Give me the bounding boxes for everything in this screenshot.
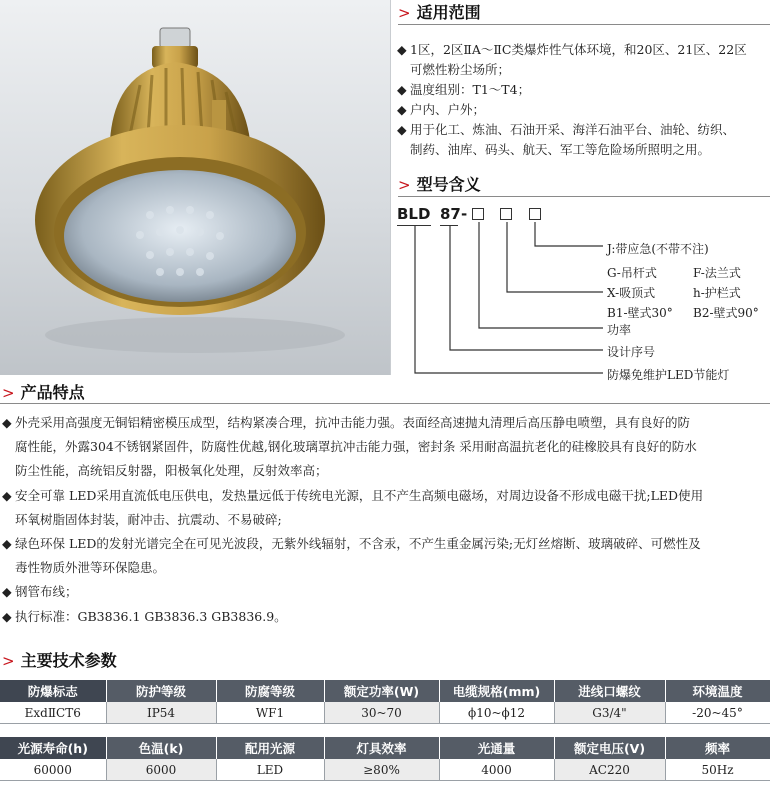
table-cell: AC220 bbox=[554, 759, 665, 781]
table-header-cell: 额定功率(W) bbox=[324, 680, 439, 702]
table-cell: ExdⅡCT6 bbox=[0, 702, 106, 724]
divider bbox=[398, 24, 770, 25]
table-cell: G3/4" bbox=[554, 702, 665, 724]
label-emergency: J:带应急(不带不注) bbox=[607, 242, 709, 256]
list-item: 毒性物质外泄等环保隐患。 bbox=[15, 560, 166, 576]
table-cell: ≥80% bbox=[324, 759, 439, 781]
model-number: 87 bbox=[440, 205, 461, 223]
table-header-row bbox=[0, 737, 770, 759]
table-cell: LED bbox=[216, 759, 324, 781]
features-list bbox=[2, 411, 703, 629]
table-header-cell: 防腐等级 bbox=[216, 680, 324, 702]
list-item: 制药、油库、码头、航天、军工等危险场所照明之用。 bbox=[410, 142, 711, 157]
label-flange: F-法兰式 bbox=[693, 266, 741, 280]
list-item: 腐性能，外露304不锈钢紧固件，防腐性优越,钢化玻璃罩抗冲击能力强，密封条 采用耐高温抗老化的硅橡胶具有良好的防水 bbox=[15, 439, 697, 455]
table-cell: 60000 bbox=[0, 759, 106, 781]
divider bbox=[0, 403, 770, 404]
table-header-cell: 光源寿命(h) bbox=[0, 737, 106, 759]
section-title-scope: > 适用范围 bbox=[398, 3, 481, 22]
table-cell: -20~45° bbox=[665, 702, 770, 724]
label-product-name: 防爆免维护LED节能灯 bbox=[607, 368, 730, 382]
table-header-row bbox=[0, 680, 770, 702]
table-row bbox=[0, 702, 770, 724]
section-title-model: > 型号含义 bbox=[398, 175, 481, 194]
table-header-cell: 电缆规格(mm) bbox=[439, 680, 554, 702]
table-cell: 50Hz bbox=[665, 759, 770, 781]
list-item: ◆ 用于化工、炼油、石油开采、海洋石油平台、油轮、纺织、 bbox=[397, 122, 736, 137]
label-pendant: G-吊杆式 bbox=[607, 266, 657, 280]
table-header-cell: 色温(k) bbox=[106, 737, 216, 759]
table-cell: IP54 bbox=[106, 702, 216, 724]
table-header-cell: 配用光源 bbox=[216, 737, 324, 759]
table-header-cell: 防护等级 bbox=[106, 680, 216, 702]
chevron-right-icon: > bbox=[398, 4, 411, 22]
table-header-cell: 防爆标志 bbox=[0, 680, 106, 702]
chevron-right-icon: > bbox=[398, 176, 411, 194]
list-item: 环氧树脂固体封装，耐冲击、抗震动、不易破碎; bbox=[15, 511, 282, 527]
list-item: ◆ 外壳采用高强度无铜铝精密模压成型，结构紧凑合理，抗冲击能力强。表面经高速抛丸清理后高压静电喷塑，具有良好的防 bbox=[2, 415, 691, 430]
explosion-proof-lamp-image bbox=[0, 0, 390, 375]
table-header-cell: 环境温度 bbox=[665, 680, 770, 702]
chevron-right-icon: > bbox=[2, 652, 15, 670]
chevron-right-icon: > bbox=[2, 384, 15, 402]
model-box-power bbox=[472, 208, 484, 220]
params-table bbox=[0, 680, 770, 781]
list-item: ◆ 户内、户外； bbox=[397, 102, 486, 117]
table-cell: ϕ10~ϕ12 bbox=[439, 702, 554, 724]
table-cell: 30~70 bbox=[324, 702, 439, 724]
label-wall-90: B2-壁式90° bbox=[693, 306, 759, 320]
model-dash: - bbox=[461, 205, 468, 223]
list-item: ◆ 1区，2区ⅡA～ⅡC类爆炸性气体环境，和20区、21区、22区 bbox=[397, 42, 747, 57]
list-item: 防尘性能，高统铝反射器，阳极氧化处理，反射效率高； bbox=[15, 463, 328, 479]
table-cell: 4000 bbox=[439, 759, 554, 781]
list-item: ◆ 钢管布线； bbox=[2, 584, 78, 600]
model-prefix: BLD bbox=[397, 205, 431, 223]
section-title-features: > 产品特点 bbox=[2, 383, 85, 402]
table-header-cell: 灯具效率 bbox=[324, 737, 439, 759]
model-box-emergency bbox=[529, 208, 541, 220]
table-cell: 6000 bbox=[106, 759, 216, 781]
list-item: ◆ 绿色环保 LED的发射光谱完全在可见光波段，无紫外线辐射，不含汞，不产生重金属污染;无灯丝熔断、玻璃破碎、可燃性及 bbox=[2, 536, 701, 552]
label-wall-30: B1-壁式30° bbox=[607, 306, 673, 320]
label-ceiling: X-吸顶式 bbox=[607, 286, 656, 300]
model-box-mount bbox=[500, 208, 512, 220]
scope-list bbox=[397, 40, 747, 160]
divider bbox=[398, 196, 770, 197]
list-item: 可燃性粉尘场所； bbox=[410, 62, 511, 77]
table-row bbox=[0, 759, 770, 781]
section-title-params: > 主要技术参数 bbox=[2, 651, 117, 670]
table-header-cell: 额定电压(V) bbox=[554, 737, 665, 759]
label-rail: h-护栏式 bbox=[693, 286, 741, 300]
list-item: ◆ 安全可靠 LED采用直流低电压供电，发热量远低于传统电光源，且不产生高频电磁场，对周边设备不形成电磁干扰;LED使用 bbox=[2, 487, 704, 503]
list-item: ◆ 执行标准：GB3836.1 GB3836.3 GB3836.9。 bbox=[2, 608, 287, 624]
table-cell: WF1 bbox=[216, 702, 324, 724]
product-photo bbox=[0, 0, 391, 375]
table-header-cell: 频率 bbox=[665, 737, 770, 759]
table-header-cell: 光通量 bbox=[439, 737, 554, 759]
table-header-cell: 进线口螺纹 bbox=[554, 680, 665, 702]
label-serial: 设计序号 bbox=[607, 345, 656, 359]
list-item: ◆ 温度组别：T1～T4； bbox=[397, 82, 531, 97]
label-power: 功率 bbox=[607, 323, 632, 337]
